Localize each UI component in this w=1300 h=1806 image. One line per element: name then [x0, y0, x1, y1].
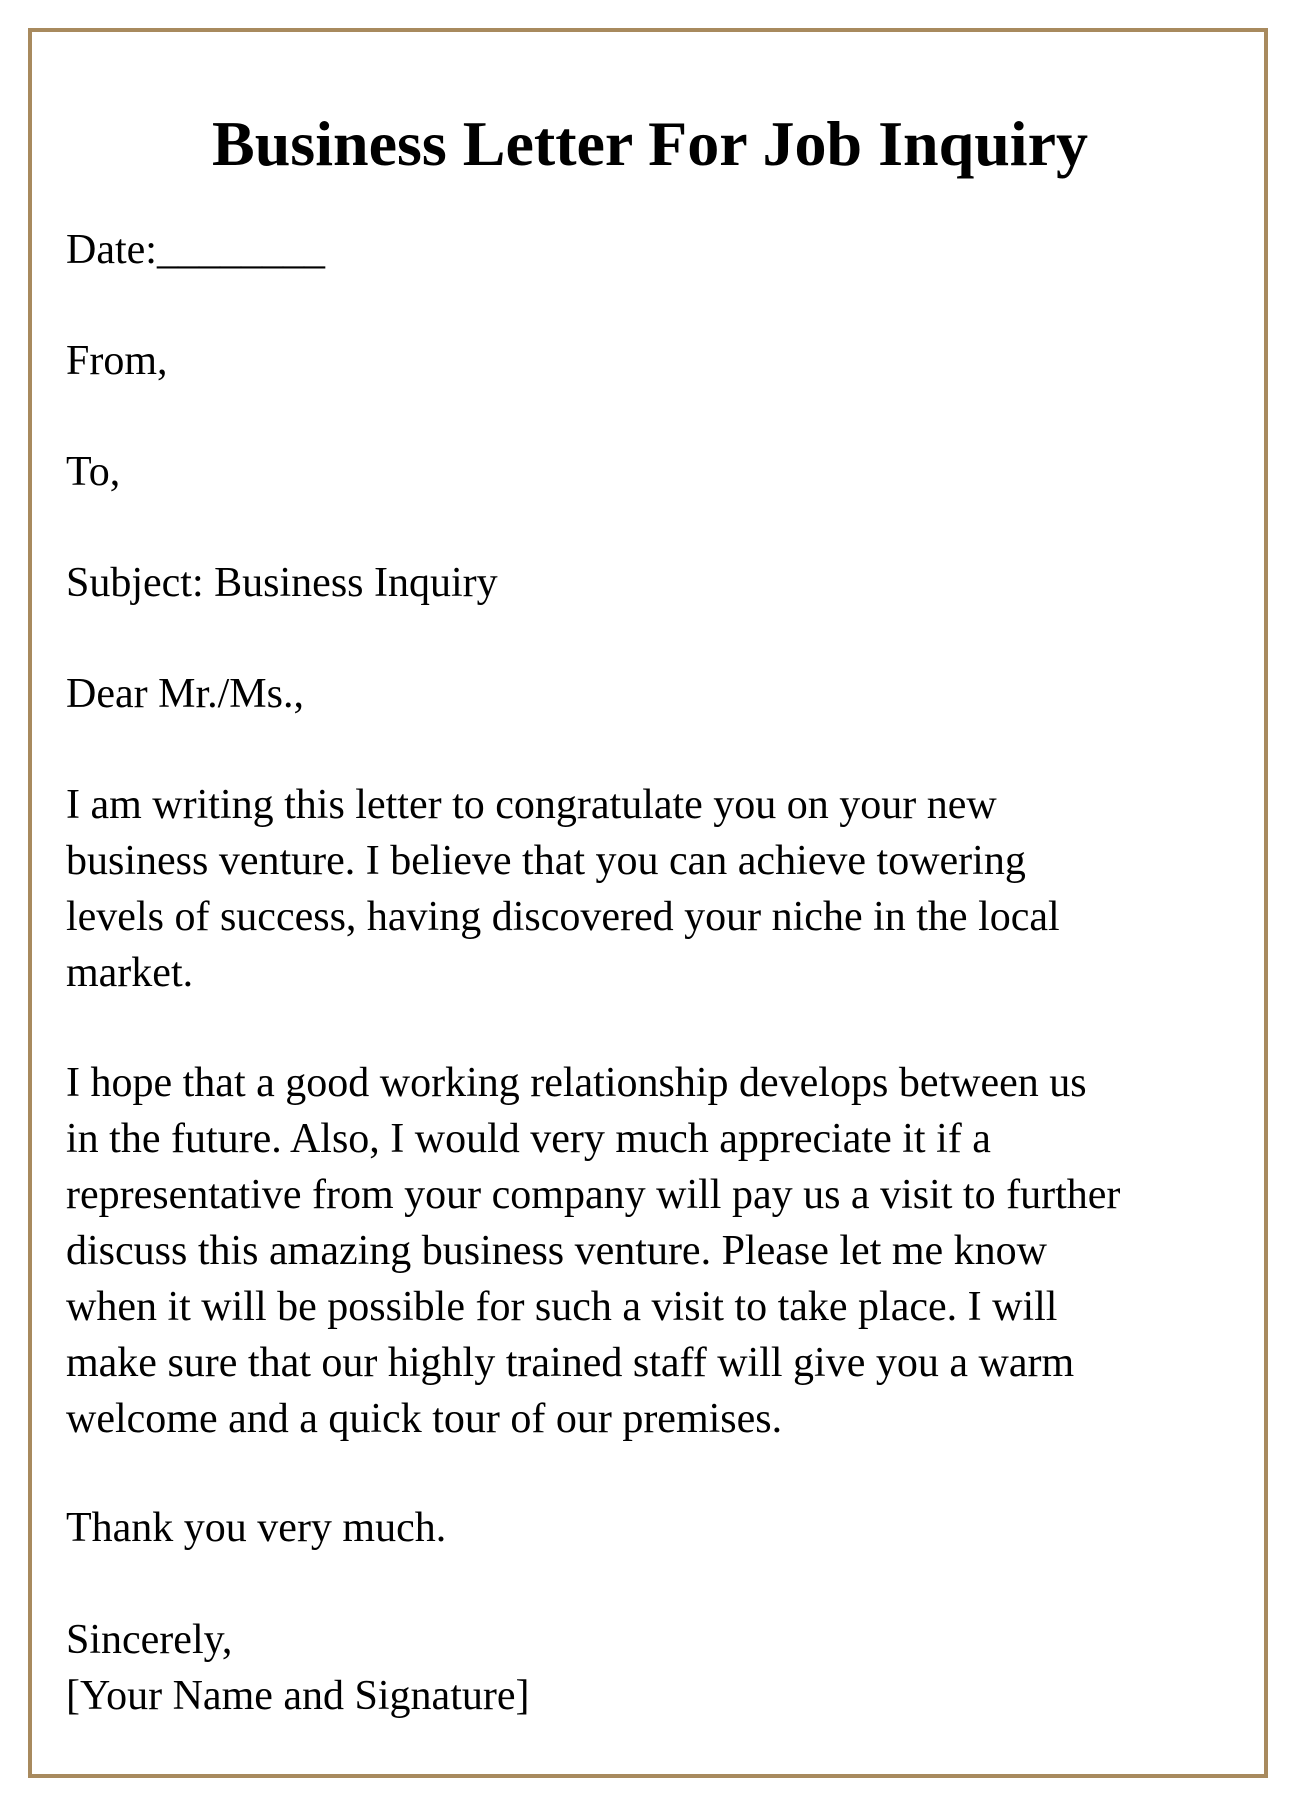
- to-line: To,: [66, 449, 121, 495]
- paragraph-line: business venture. I believe that you can achieve towering: [66, 838, 1026, 884]
- subject-line: Subject: Business Inquiry: [66, 560, 498, 606]
- paragraph-line: I am writing this letter to congratulate you on your new: [66, 782, 997, 828]
- paragraph-line: representative from your company will pay us a visit to further: [66, 1172, 1121, 1218]
- salutation: Dear Mr./Ms.,: [66, 671, 304, 717]
- paragraph-line: in the future. Also, I would very much appreciate it if a: [66, 1116, 991, 1162]
- paragraph-line: levels of success, having discovered your niche in the local: [66, 894, 1060, 940]
- paragraph-line: I hope that a good working relationship develops between us: [66, 1060, 1087, 1106]
- body-paragraph-2: [66, 1055, 1256, 1447]
- paragraph-line: make sure that our highly trained staff will give you a warm: [66, 1340, 1075, 1386]
- paragraph-line: when it will be possible for such a visit to take place. I will: [66, 1284, 1058, 1330]
- body-paragraph-1: [66, 777, 1256, 1001]
- date-line: Date:________: [66, 227, 325, 273]
- from-line: From,: [66, 338, 168, 384]
- closing-line: Sincerely,: [66, 1617, 233, 1663]
- signature-line: [Your Name and Signature]: [66, 1673, 530, 1719]
- thanks-line: Thank you very much.: [66, 1505, 447, 1551]
- paragraph-line: welcome and a quick tour of our premises.: [66, 1396, 783, 1442]
- page-title: Business Letter For Job Inquiry: [212, 108, 1088, 179]
- paragraph-line: market.: [66, 950, 194, 996]
- paragraph-line: discuss this amazing business venture. Please let me know: [66, 1228, 1047, 1274]
